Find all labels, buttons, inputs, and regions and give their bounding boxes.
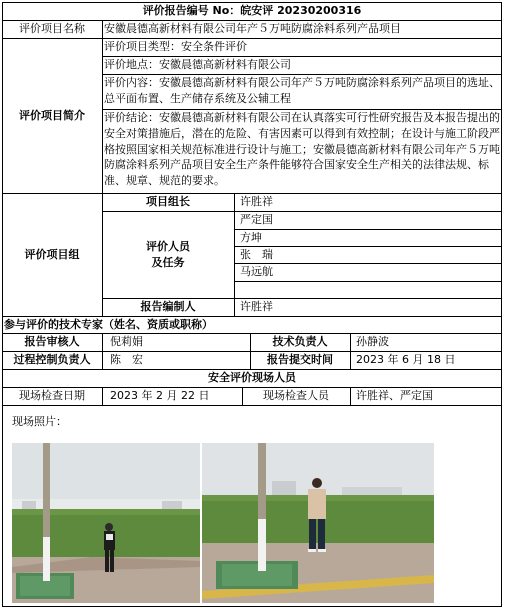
team-label: 评价项目组 <box>24 248 80 261</box>
members-label: 评价人员 及任务 <box>146 240 190 269</box>
evaluation-location: 评价地点：安徽晨德高新材料有限公司 <box>104 58 291 71</box>
member-3: 张 瑞 <box>240 248 273 261</box>
tech-lead-label: 技术负责人 <box>272 335 328 348</box>
submit-time-label: 报告提交时间 <box>267 353 333 366</box>
report-sheet <box>2 2 502 607</box>
member-2: 方坤 <box>240 231 262 244</box>
experts-title: 参与评价的技术专家（姓名、资质或职称） <box>4 318 213 331</box>
leader-label: 项目组长 <box>146 195 190 208</box>
rule <box>2 2 3 607</box>
tech-lead-value: 孙静波 <box>356 335 389 348</box>
inspection-date-label: 现场检查日期 <box>19 389 85 402</box>
evaluation-conclusion: 评价结论：安徽晨德高新材料有限公司在认真落实可行性研究报告及本报告提出的安全对策措施后，潜在的危险、有害因素可以得到有效控制；在设计与施工阶段严格按照国家相关规范标准进行设计与施工；安徽晨德高新材料有限公司年产５万吨防腐涂料系列产品项目安全生产条件能够符合国家安全生产相关的法律法规、标准、规章、规范的要求。 <box>104 111 500 188</box>
rule <box>350 387 351 405</box>
report-number-title: 评价报告编号 No：皖安评 20230200316 <box>142 4 362 17</box>
rule <box>234 193 235 316</box>
site-staff-title: 安全评价现场人员 <box>208 371 296 384</box>
rule <box>102 387 103 405</box>
evaluation-type: 评价项目类型：安全条件评价 <box>104 40 247 53</box>
leader-value: 许胜祥 <box>240 195 273 208</box>
submit-time-value: 2023 年 6 月 18 日 <box>356 353 456 366</box>
rule <box>234 281 502 282</box>
rule <box>234 229 502 230</box>
site-photo-1 <box>12 443 200 603</box>
process-control-label: 过程控制负责人 <box>13 353 91 366</box>
member-1: 严定国 <box>240 213 273 226</box>
rule <box>501 2 502 607</box>
site-photo-2 <box>202 443 434 603</box>
site-photos-label: 现场照片： <box>12 415 67 428</box>
project-name-label: 评价项目名称 <box>19 22 85 35</box>
writer-value: 许胜祥 <box>240 300 273 313</box>
rule <box>102 20 103 316</box>
process-control-value: 陈 宏 <box>110 353 143 366</box>
reviewer-value: 倪莉娟 <box>110 335 143 348</box>
rule <box>234 263 502 264</box>
writer-label: 报告编制人 <box>140 300 196 313</box>
project-name-value: 安徽晨德高新材料有限公司年产５万吨防腐涂料系列产品项目 <box>104 22 401 35</box>
reviewer-label: 报告审核人 <box>24 335 80 348</box>
intro-label: 评价项目简介 <box>19 109 85 122</box>
rule <box>102 211 502 212</box>
inspection-date-value: 2023 年 2 月 22 日 <box>110 389 210 402</box>
evaluation-content: 评价内容：安徽晨德高新材料有限公司年产５万吨防腐涂料系列产品项目的选址、总平面布置、生产储存系统及公辅工程 <box>104 76 500 105</box>
rule <box>350 333 351 369</box>
rule <box>2 405 502 406</box>
inspectors-value: 许胜祥、严定国 <box>356 389 433 402</box>
rule <box>2 38 502 39</box>
member-4: 马远航 <box>240 265 273 278</box>
rule <box>2 606 502 607</box>
inspectors-label: 现场检查人员 <box>263 389 329 402</box>
rule <box>102 333 103 369</box>
rule <box>234 246 502 247</box>
